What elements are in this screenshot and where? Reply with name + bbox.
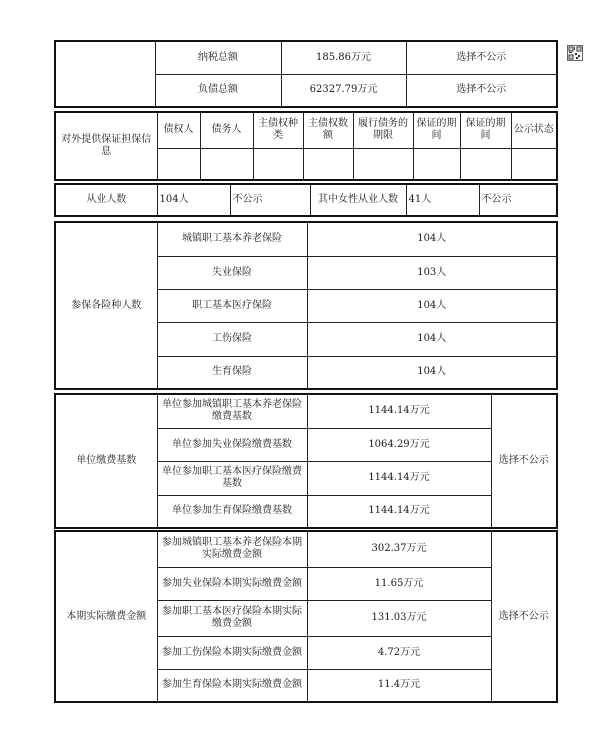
tax-total-status: 选择不公示 [406,41,557,74]
employees-table [54,183,558,217]
insured-value-pension: 104人 [307,222,557,256]
female-employees-status: 不公示 [479,184,557,216]
paid-label-medical: 参加职工基本医疗保险本期实际缴费金额 [157,600,307,636]
paid-label-maternity: 参加生育保险本期实际缴费金额 [157,669,307,702]
base-section-label: 单位缴费基数 [55,394,157,528]
paid-label-unemployment: 参加失业保险本期实际缴费金额 [157,567,307,600]
tax-liability-table [54,40,558,108]
insured-label-unemployment: 失业保险 [157,256,307,289]
liability-total-status: 选择不公示 [406,74,557,107]
guarantee-section-label: 对外提供保证担保信息 [55,112,157,180]
guarantee-cell [200,148,253,180]
header-guarantee-period: 保证的期间 [413,112,460,148]
insured-label-injury: 工伤保险 [157,322,307,356]
header-publicity-status: 公示状态 [511,112,557,148]
female-employees-value: 41人 [406,184,479,216]
paid-value-unemployment: 11.65万元 [307,567,491,600]
paid-value-injury: 4.72万元 [307,636,491,669]
header-guarantee-period-2: 保证的期间 [460,112,511,148]
paid-value-pension: 302.37万元 [307,531,491,567]
base-label-pension: 单位参加城镇职工基本养老保险缴费基数 [157,394,307,428]
paid-section-label: 本期实际缴费金额 [55,531,157,702]
insured-section-label: 参保各险种人数 [55,222,157,389]
header-performance-term: 履行债务的期限 [353,112,413,148]
tax-total-value: 185.86万元 [281,41,406,74]
tax-blank-cell [55,41,155,107]
guarantee-cell [511,148,557,180]
employees-count-status: 不公示 [230,184,310,216]
header-creditor: 债权人 [157,112,200,148]
insured-value-unemployment: 103人 [307,256,557,289]
header-claim-type: 主债权种类 [253,112,303,148]
guarantee-table [54,111,558,181]
guarantee-cell [353,148,413,180]
liability-total-value: 62327.79万元 [281,74,406,107]
guarantee-cell [460,148,511,180]
actual-payment-table [54,530,558,703]
insured-label-medical: 职工基本医疗保险 [157,289,307,322]
base-label-maternity: 单位参加生育保险缴费基数 [157,495,307,528]
paid-value-medical: 131.03万元 [307,600,491,636]
paid-label-injury: 参加工伤保险本期实际缴费金额 [157,636,307,669]
guarantee-cell [303,148,353,180]
guarantee-cell [157,148,200,180]
employees-count-label: 从业人数 [55,184,157,216]
contribution-base-table [54,393,558,529]
tax-total-label: 纳税总额 [155,41,281,74]
guarantee-cell [253,148,303,180]
insured-label-maternity: 生育保险 [157,356,307,389]
header-claim-amount: 主债权数额 [303,112,353,148]
insured-value-injury: 104人 [307,322,557,356]
base-status: 选择不公示 [491,394,557,528]
base-value-maternity: 1144.14万元 [307,495,491,528]
qr-code-icon[interactable] [567,45,583,61]
base-value-medical: 1144.14万元 [307,461,491,495]
paid-label-pension: 参加城镇职工基本养老保险本期实际缴费金额 [157,531,307,567]
guarantee-cell [413,148,460,180]
base-value-unemployment: 1064.29万元 [307,428,491,461]
paid-value-maternity: 11.4万元 [307,669,491,702]
base-label-medical: 单位参加职工基本医疗保险缴费基数 [157,461,307,495]
liability-total-label: 负债总额 [155,74,281,107]
insured-table [54,221,558,390]
employees-count-value: 104人 [157,184,230,216]
female-employees-label: 其中女性从业人数 [310,184,406,216]
paid-status: 选择不公示 [491,531,557,702]
base-label-unemployment: 单位参加失业保险缴费基数 [157,428,307,461]
insured-label-pension: 城镇职工基本养老保险 [157,222,307,256]
base-value-pension: 1144.14万元 [307,394,491,428]
insured-value-maternity: 104人 [307,356,557,389]
insured-value-medical: 104人 [307,289,557,322]
header-debtor: 债务人 [200,112,253,148]
